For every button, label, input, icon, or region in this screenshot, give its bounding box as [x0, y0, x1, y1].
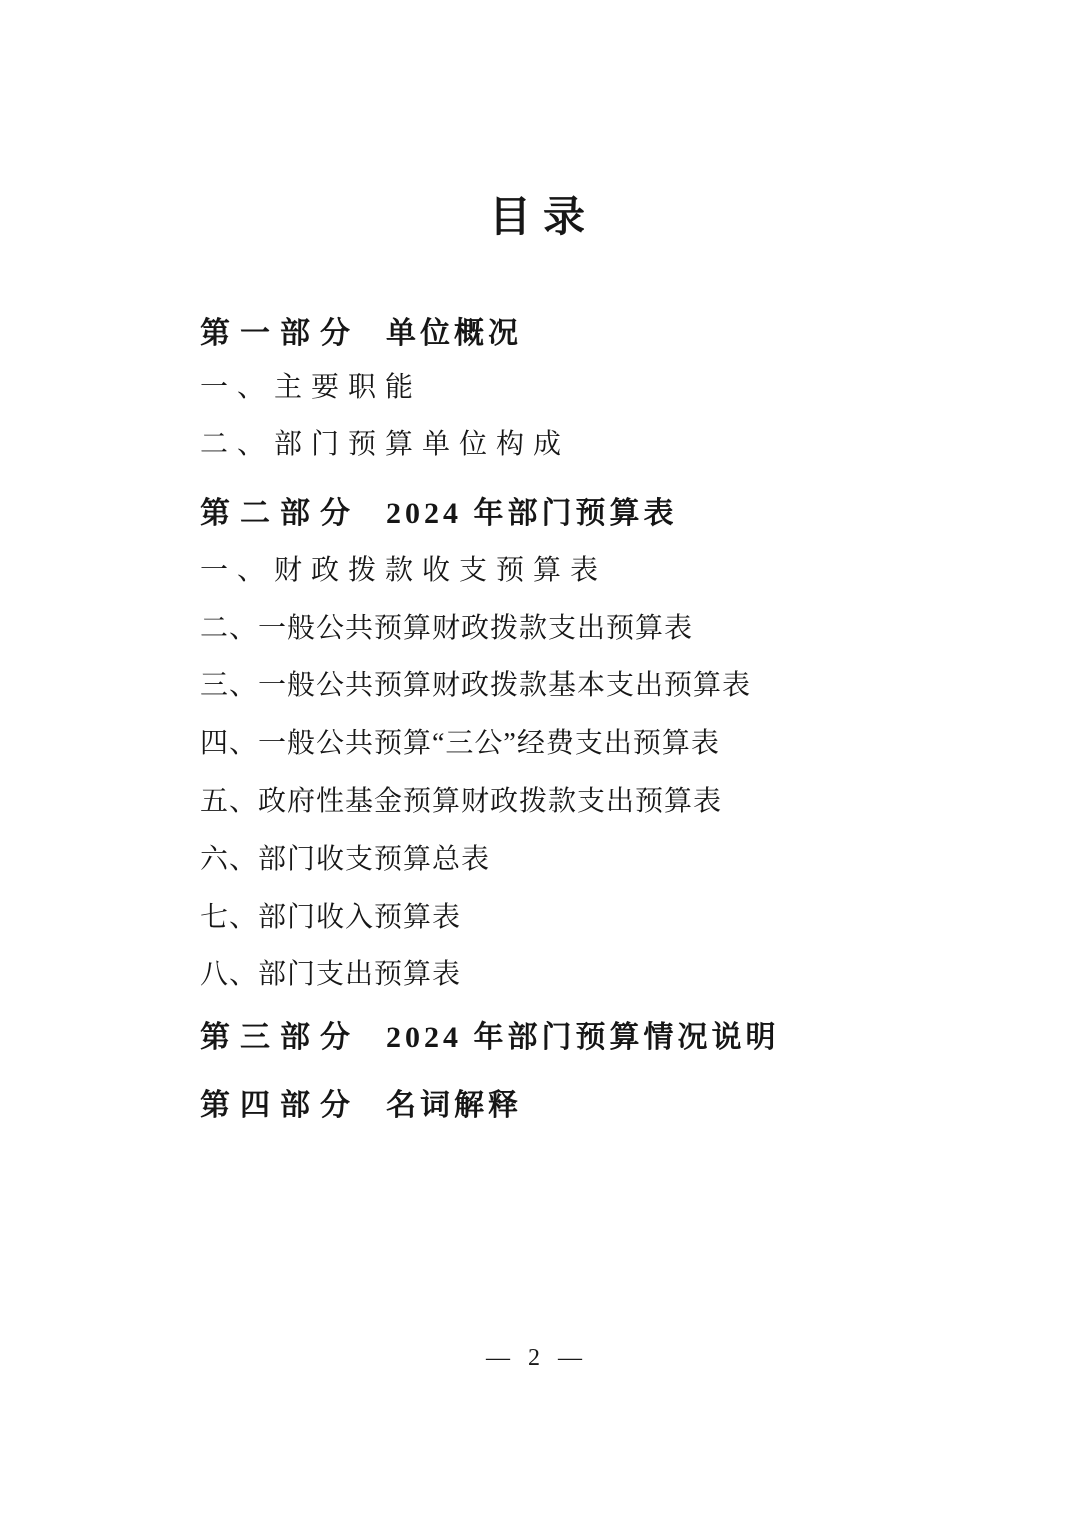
page-number: — 2 —	[486, 1345, 588, 1371]
toc-item: 二、部门预算单位构成	[200, 429, 571, 460]
toc-item: 一、财政拨款收支预算表	[200, 555, 608, 586]
toc-item: 二、一般公共预算财政拨款支出预算表	[200, 613, 694, 644]
toc-item: 五、政府性基金预算财政拨款支出预算表	[200, 786, 723, 817]
toc-section-heading-3	[200, 1022, 1014, 1053]
toc-section-heading-4	[200, 1090, 1014, 1121]
toc-item: 八、部门支出预算表	[200, 959, 462, 990]
toc-item: 四、一般公共预算“三公”经费支出预算表	[200, 728, 720, 759]
toc-part-label: 第三部分	[200, 1021, 360, 1054]
toc-item: 七、部门收入预算表	[200, 902, 462, 933]
toc-part-label: 第一部分	[200, 317, 360, 350]
table-of-contents	[0, 318, 1074, 1121]
toc-part-title: 单位概况	[386, 317, 522, 350]
toc-item: 三、一般公共预算财政拨款基本支出预算表	[200, 670, 752, 701]
toc-part-label: 第二部分	[200, 497, 360, 530]
page-title: 目录	[488, 195, 597, 241]
toc-section-heading-2	[200, 498, 1014, 529]
toc-part-label: 第四部分	[200, 1089, 360, 1122]
toc-part-title: 2024 年部门预算表	[386, 497, 678, 530]
toc-item: 六、部门收支预算总表	[200, 844, 491, 875]
toc-part-title: 2024 年部门预算情况说明	[386, 1021, 780, 1054]
toc-item: 一、主要职能	[200, 372, 423, 403]
toc-section-heading-1	[200, 318, 1014, 349]
toc-part-title: 名词解释	[386, 1089, 522, 1122]
